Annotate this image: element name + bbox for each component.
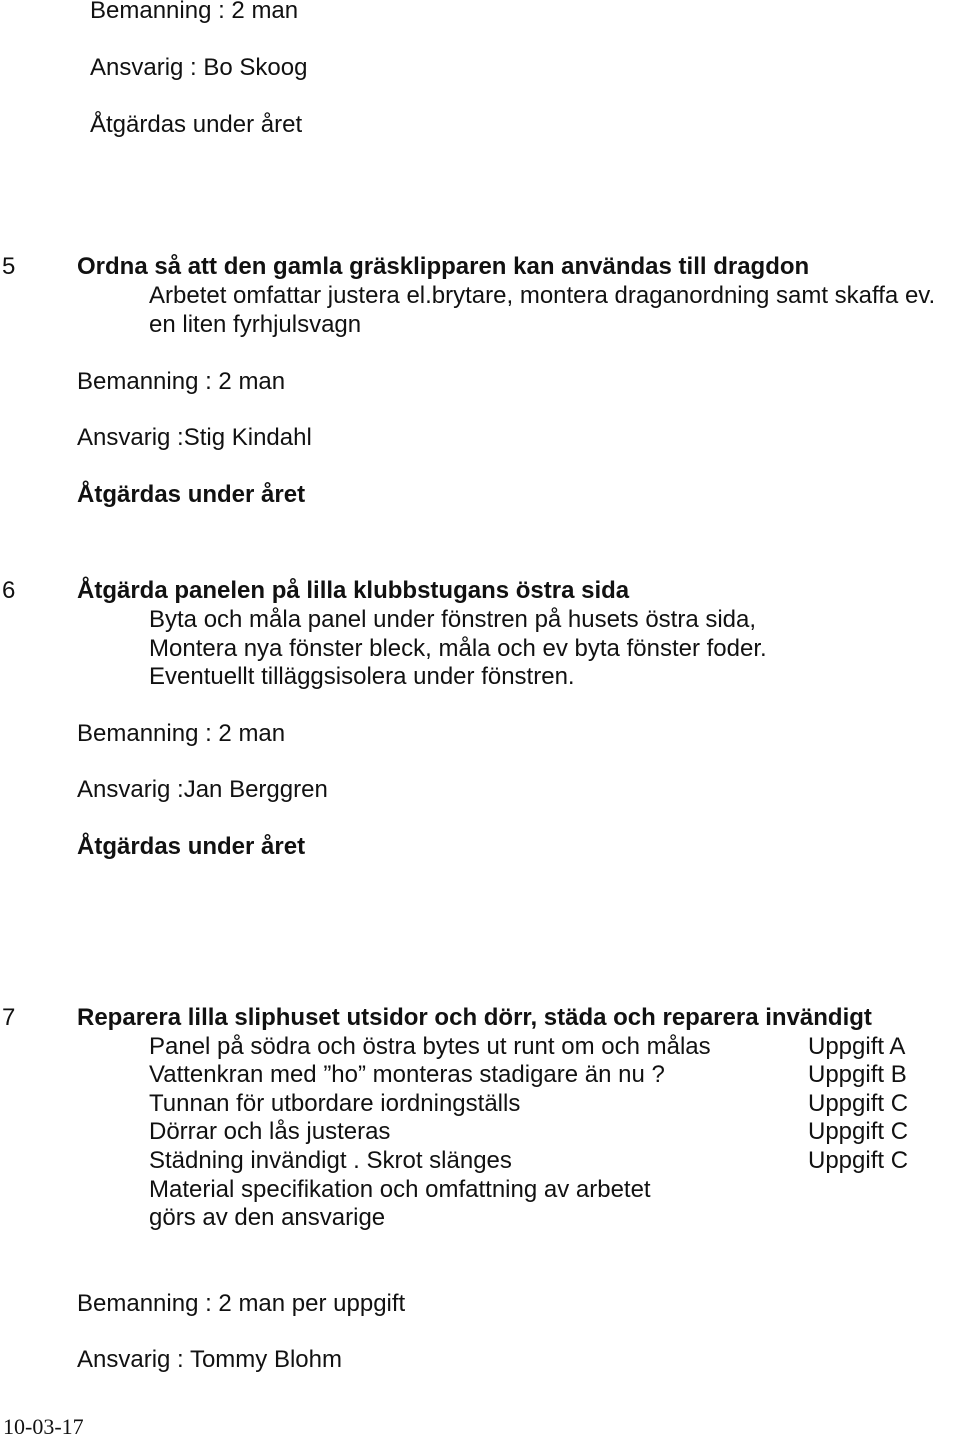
item-desc-line: Byta och måla panel under fönstren på husets östra sida, xyxy=(149,606,757,633)
note-line: Material specifikation och omfattning av arbetet xyxy=(149,1176,651,1203)
task-text: Städning invändigt . Skrot slänges xyxy=(149,1147,512,1174)
task-uppgift: Uppgift A xyxy=(808,1033,906,1060)
ansvarig-text: Ansvarig :Jan Berggren xyxy=(77,776,328,803)
item-desc-line: Arbetet omfattar justera el.brytare, montera draganordning samt skaffa ev. xyxy=(149,282,936,309)
item-title: Ordna så att den gamla gräsklipparen kan användas till dragdon xyxy=(77,253,810,280)
task-text: Vattenkran med ”ho” monteras stadigare än nu ? xyxy=(149,1061,665,1088)
task-text: Panel på södra och östra bytes ut runt om och målas xyxy=(149,1033,711,1060)
item-number: 5 xyxy=(2,253,16,280)
bemanning-text: Bemanning : 2 man xyxy=(90,0,299,24)
atgardas-text: Åtgärdas under året xyxy=(77,481,306,508)
bemanning-text: Bemanning : 2 man per uppgift xyxy=(77,1290,406,1317)
ansvarig-text: Ansvarig : Tommy Blohm xyxy=(77,1346,342,1373)
footer-date: 10-03-17 xyxy=(3,1414,84,1439)
item-desc-line: Montera nya fönster bleck, måla och ev byta fönster foder. xyxy=(149,635,767,662)
ansvarig-text: Ansvarig : Bo Skoog xyxy=(90,54,308,81)
item-desc-line: Eventuellt tilläggsisolera under fönstren. xyxy=(149,663,575,690)
task-text: Dörrar och lås justeras xyxy=(149,1118,391,1145)
bemanning-text: Bemanning : 2 man xyxy=(77,368,286,395)
item-title: Reparera lilla sliphuset utsidor och dörr, städa och reparera invändigt xyxy=(77,1004,872,1031)
task-uppgift: Uppgift C xyxy=(808,1147,909,1174)
task-uppgift: Uppgift B xyxy=(808,1061,907,1088)
item-title: Åtgärda panelen på lilla klubbstugans östra sida xyxy=(77,577,630,604)
atgardas-text: Åtgärdas under året xyxy=(90,111,303,138)
task-uppgift: Uppgift C xyxy=(808,1090,909,1117)
task-text: Tunnan för utbordare iordningställs xyxy=(149,1090,521,1117)
note-line: görs av den ansvarige xyxy=(149,1204,386,1231)
item-number: 7 xyxy=(2,1004,16,1031)
item-number: 6 xyxy=(2,577,16,604)
atgardas-text: Åtgärdas under året xyxy=(77,833,306,860)
task-uppgift: Uppgift C xyxy=(808,1118,909,1145)
bemanning-text: Bemanning : 2 man xyxy=(77,720,286,747)
item-desc-line: en liten fyrhjulsvagn xyxy=(149,311,362,338)
ansvarig-text: Ansvarig :Stig Kindahl xyxy=(77,424,312,451)
